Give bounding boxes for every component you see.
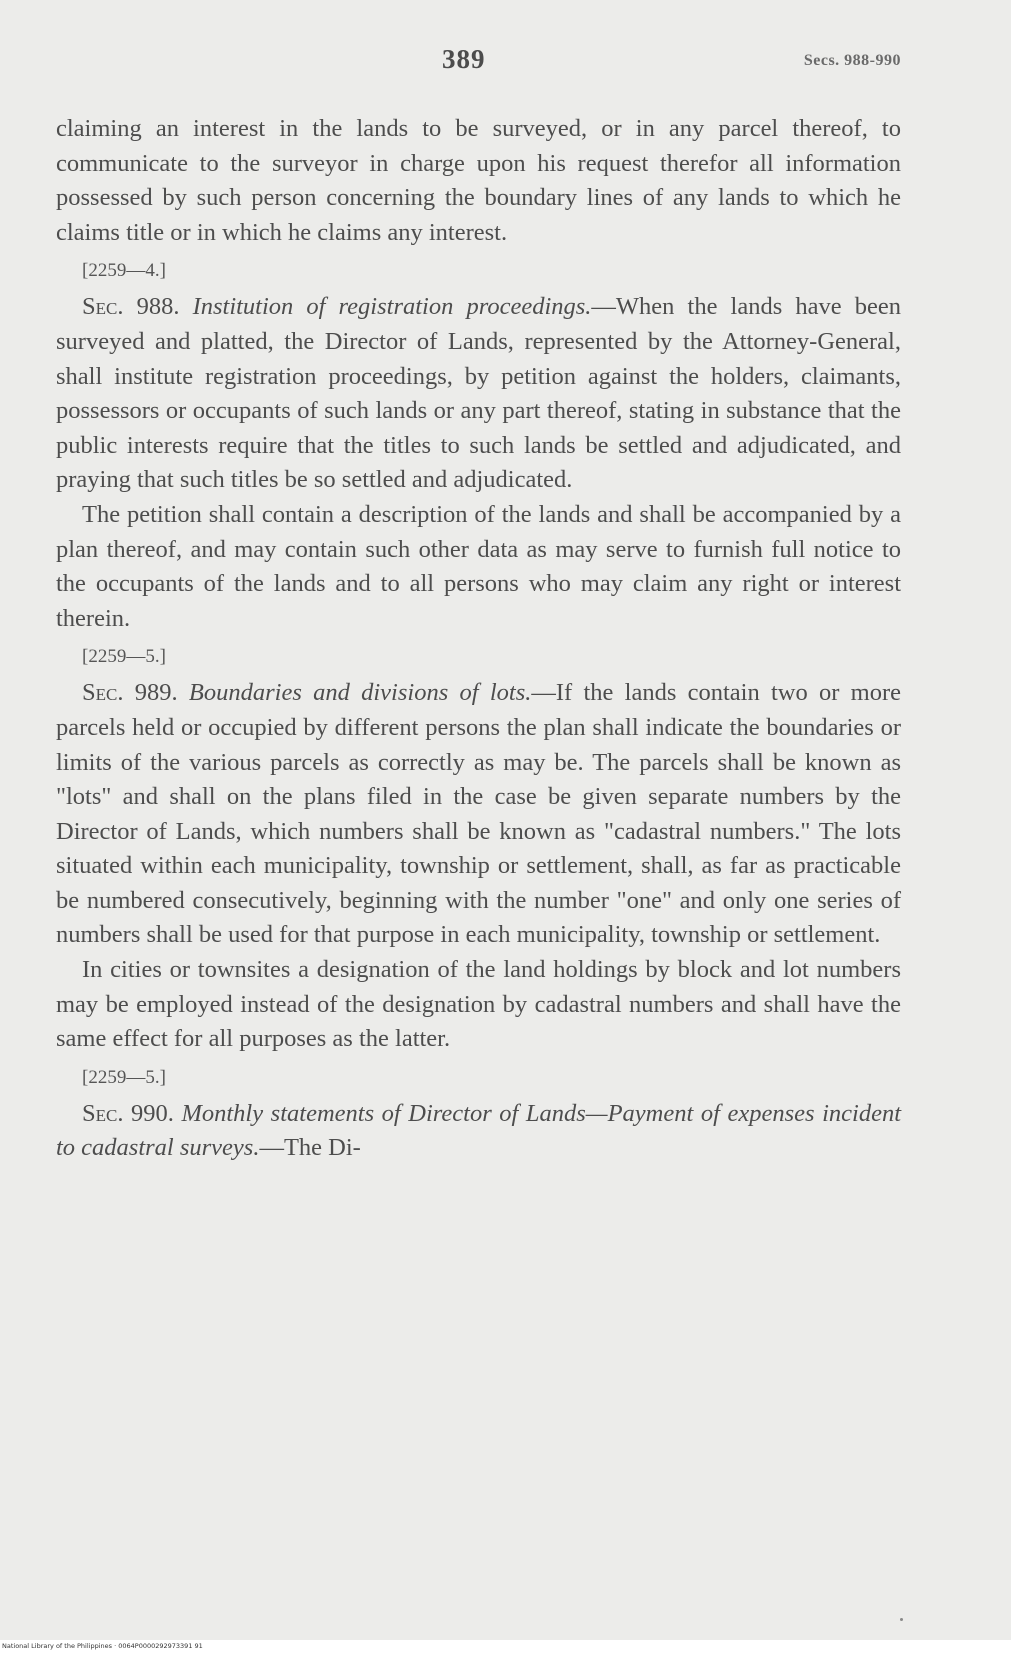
paragraph-cities: In cities or townsites a designation of the land holdings by block and lot numbers may be employed instead of the designation by cadastral numbers and shall have the same effect for all purposes as the latter.: [56, 956, 901, 1053]
section-990: [56, 1097, 901, 1166]
scan-footer: [0, 1640, 1011, 1655]
scan-speck: [900, 1618, 903, 1621]
source-attribution: National Library of the Philippines · 0064P0000292973391 91: [2, 1642, 203, 1650]
reference-note: [2259—4.]: [82, 260, 166, 282]
page-number: 389: [442, 44, 486, 74]
section-label: Sec. 988.: [82, 293, 180, 321]
body-text: [56, 112, 901, 1166]
section-label: Sec. 990.: [82, 1099, 174, 1127]
section-heading: Institution of registration proceedings.: [192, 293, 592, 321]
reference-note: [2259—5.]: [82, 1066, 166, 1088]
paragraph-continuation: claiming an interest in the lands to be surveyed, or in any parcel thereof, to communicate to the surveyor in charge upon his request therefor all information possessed by such person concerning the boundary lines of any lands to which he claims title or in which he claims any interest.: [56, 115, 901, 246]
page-header: [0, 44, 1011, 84]
section-text: —The Di-: [259, 1134, 361, 1162]
section-heading: Monthly statements of Director of Lands—Payment of expenses incident to cadastral surveys.: [56, 1099, 902, 1162]
section-text: —When the lands have been surveyed and platted, the Director of Lands, represented by the Attorney-General, shall institute registration proceedings, by petition against the holders, claimants, possessors or occupants of such lands or any part thereof, stating in substance that the public interests require that the titles to such lands be settled and adjudicated, and praying that such titles be so settled and adjudicated.: [56, 293, 901, 494]
reference-note: [2259—5.]: [82, 646, 166, 668]
section-989: [56, 676, 901, 953]
section-label: Sec. 989.: [82, 679, 178, 707]
paragraph-petition: The petition shall contain a description of the lands and shall be accompanied by a plan thereof, and may contain such other data as may serve to furnish full notice to the occupants of the lands and to all persons who may claim any right or interest therein.: [56, 500, 901, 632]
running-head: Secs. 988-990: [803, 52, 901, 69]
section-988: [56, 290, 901, 498]
section-heading: Boundaries and divisions of lots.: [188, 679, 532, 707]
section-text: —If the lands contain two or more parcels held or occupied by different persons the plan shall indicate the boundaries or limits of the various parcels as correctly as may be. The parcels shall be known as "lots" and shall on the plans filed in the case be given separate numbers by the Director of Lands, which numbers shall be known as "cadastral numbers." The lots situated within each municipality, township or settlement, shall, as far as practicable be numbered consecutively, beginning with the number "one" and only one series of numbers shall be used for that purpose in each municipality, township or settlement.: [56, 679, 902, 949]
